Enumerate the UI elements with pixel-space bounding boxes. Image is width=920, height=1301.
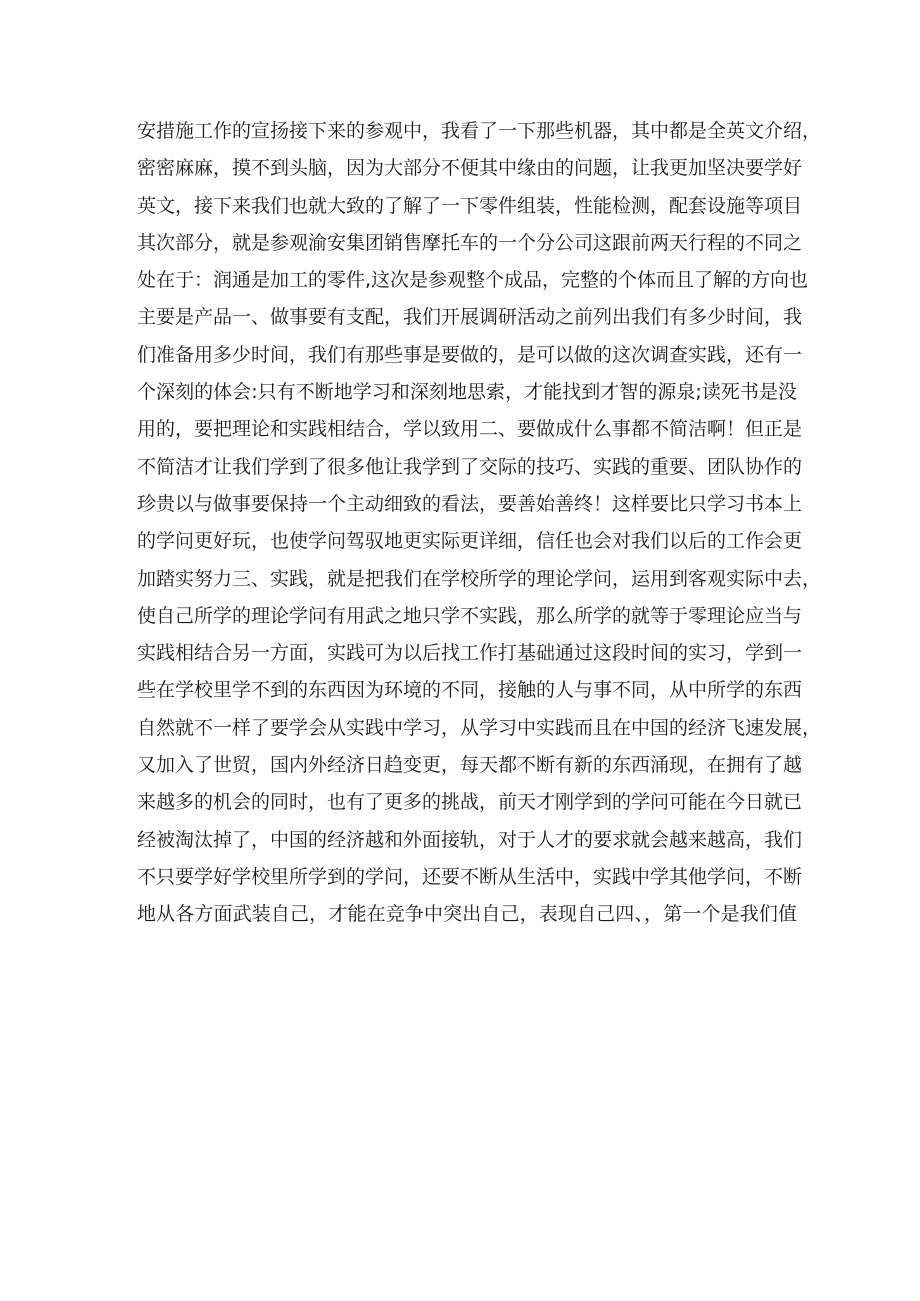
text-line: 又加入了世贸，国内外经济日趋变更，每天都不断有新的东西涌现，在拥有了越 [137, 754, 803, 777]
text-line: 英文，接下来我们也就大致的了解了一下零件组装，性能检测，配套设施等项目 [137, 194, 803, 217]
text-line: 其次部分，就是参观渝安集团销售摩托车的一个分公司这跟前两天行程的不同之 [137, 231, 803, 254]
text-line: 个深刻的体会:只有不断地学习和深刻地思索，才能找到才智的源泉;读死书是没 [137, 381, 797, 404]
text-line: 地从各方面武装自己，才能在竞争中突出自己，表现自己四、，第一个是我们值 [137, 903, 797, 926]
text-line: 经被淘汰掉了，中国的经济越和外面接轨，对于人才的要求就会越来越高，我们 [137, 828, 803, 851]
text-line: 加踏实努力三、实践，就是把我们在学校所学的理论学问，运用到客观实际中去， [137, 567, 822, 590]
text-line: 使自己所学的理论学问有用武之地只学不实践，那么所学的就等于零理论应当与 [137, 604, 803, 627]
text-line: 来越多的机会的同时，也有了更多的挑战，前天才刚学到的学问可能在今日就已 [137, 791, 803, 814]
body-text [137, 113, 822, 934]
text-line: 些在学校里学不到的东西因为环境的不同，接触的人与事不同，从中所学的东西 [137, 679, 803, 702]
text-line: 珍贵以与做事要保持一个主动细致的看法，要善始善终！这样要比只学习书本上 [137, 492, 803, 515]
text-line: 主要是产品一、做事要有支配，我们开展调研活动之前列出我们有多少时间，我 [137, 306, 803, 329]
text-line: 们准备用多少时间，我们有那些事是要做的，是可以做的这次调查实践，还有一 [137, 343, 803, 366]
text-line: 不简洁才让我们学到了很多他让我学到了交际的技巧、实践的重要、团队协作的 [137, 455, 803, 478]
text-line: 不只要学好学校里所学到的学问，还要不断从生活中，实践中学其他学问，不断 [137, 865, 803, 888]
text-line: 密密麻麻，摸不到头脑，因为大部分不便其中缘由的问题，让我更加坚决要学好 [137, 157, 803, 180]
text-line: 用的，要把理论和实践相结合，学以致用二、要做成什么事都不简洁啊！但正是 [137, 418, 803, 441]
text-line: 安措施工作的宣扬接下来的参观中，我看了一下那些机器，其中都是全英文介绍， [137, 120, 822, 142]
text-line: 自然就不一样了要学会从实践中学习，从学习中实践而且在中国的经济飞速发展， [137, 716, 822, 739]
text-line: 处在于：润通是加工的零件,这次是参观整个成品，完整的个体而且了解的方向也 [137, 269, 809, 292]
text-line: 的学问更好玩，也使学问驾驭地更实际更详细，信任也会对我们以后的工作会更 [137, 530, 803, 553]
text-line: 实践相结合另一方面，实践可为以后找工作打基础通过这段时间的实习，学到一 [137, 642, 803, 665]
